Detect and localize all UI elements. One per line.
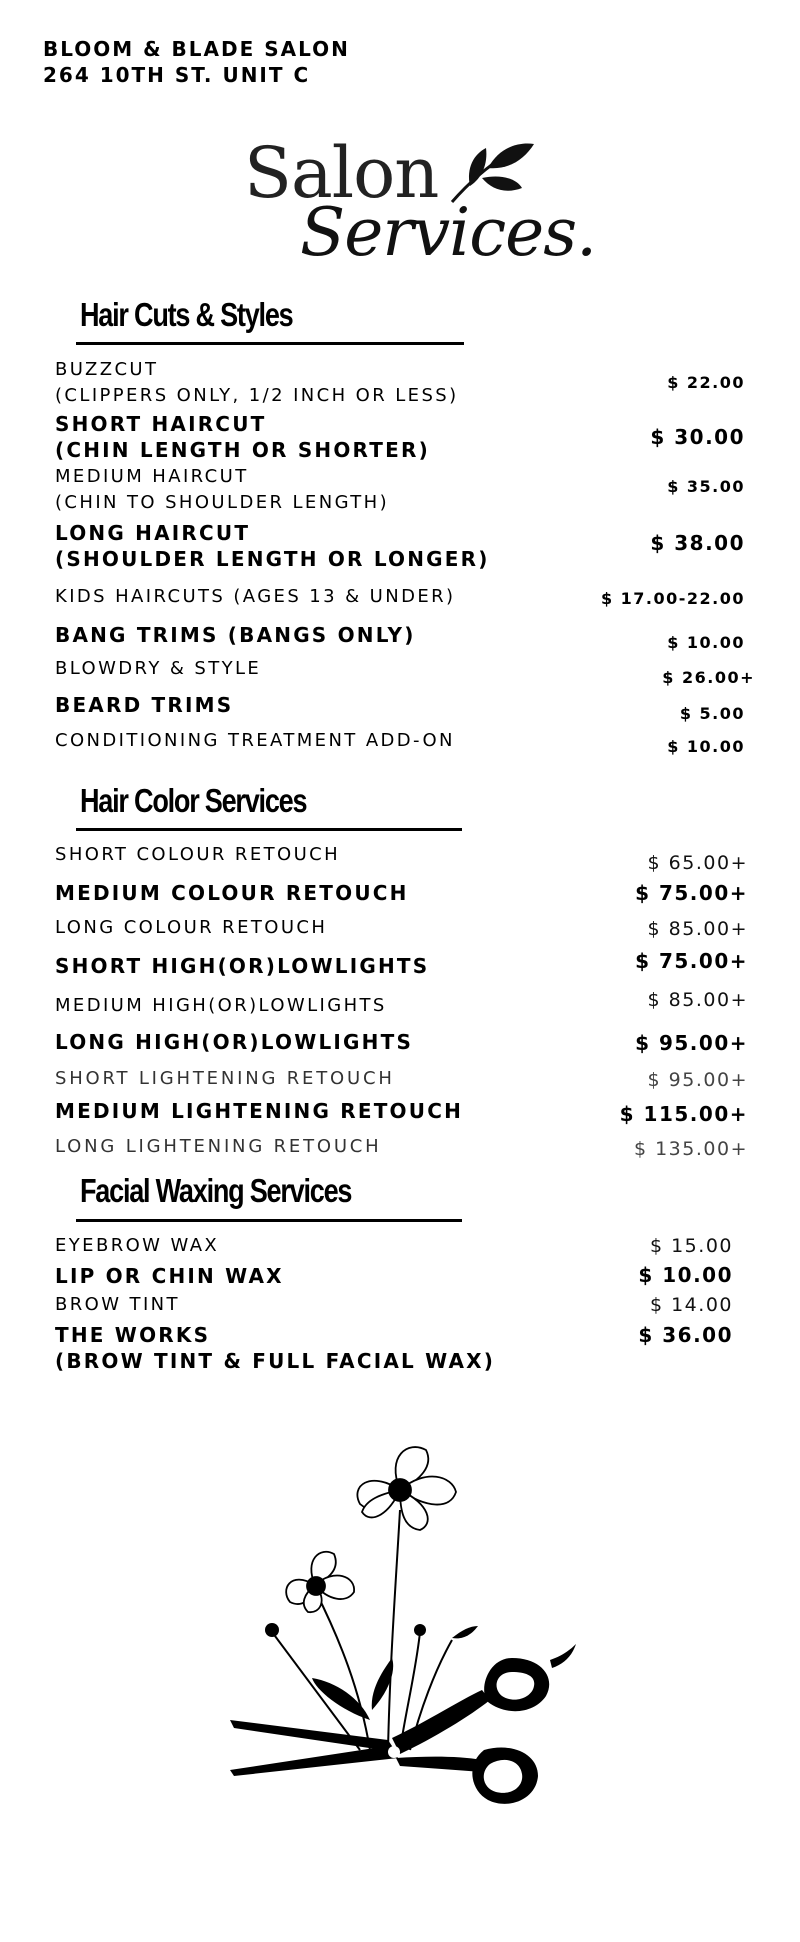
service-name: LONG HIGH(OR)LOWLIGHTS [55,1030,414,1054]
section-heading-waxing: Facial Waxing Services [80,1172,352,1209]
service-price: $ 10.00 [638,1263,733,1287]
section-rule-cuts [76,342,464,345]
scissors-icon [230,1644,576,1804]
service-name: BEARD TRIMS [55,693,234,717]
left-flower [286,1552,354,1612]
title-services: Services. [300,194,597,271]
section-rule-waxing [76,1219,462,1222]
service-price: $ 26.00+ [662,668,755,687]
service-price: $ 10.00 [667,737,745,756]
service-name: LIP OR CHIN WAX [55,1264,284,1288]
service-name: MEDIUM LIGHTENING RETOUCH [55,1099,464,1123]
section-heading-cuts: Hair Cuts & Styles [80,296,293,333]
service-price: $ 22.00 [667,373,745,392]
service-price: $ 85.00+ [647,918,748,940]
section-rule-color [76,828,462,831]
service-price: $ 17.00-22.00 [600,589,745,608]
service-price: $ 35.00 [667,477,745,496]
service-name: EYEBROW WAX [55,1235,220,1256]
flowers-and-scissors-illustration [220,1420,580,1840]
service-note: (BROW TINT & FULL FACIAL WAX) [55,1349,496,1373]
service-name: SHORT HAIRCUT [55,412,267,436]
service-price: $ 75.00+ [635,881,748,905]
service-price: $ 14.00 [649,1294,733,1316]
top-flower [357,1447,456,1530]
service-name: BROW TINT [55,1294,180,1315]
service-name: SHORT COLOUR RETOUCH [55,844,341,865]
service-name: KIDS HAIRCUTS (AGES 13 & UNDER) [55,586,456,607]
service-name: LONG LIGHTENING RETOUCH [55,1136,382,1157]
service-price: $ 36.00 [638,1323,733,1347]
service-name: CONDITIONING TREATMENT ADD-ON [55,730,455,751]
service-price: $ 95.00+ [647,1069,748,1091]
service-name: BUZZCUT [55,359,159,380]
service-note: (CLIPPERS ONLY, 1/2 INCH OR LESS) [55,385,459,406]
section-heading-color: Hair Color Services [80,782,307,819]
service-price: $ 38.00 [650,531,745,555]
service-name: MEDIUM HAIRCUT [55,466,249,487]
service-name: LONG HAIRCUT [55,521,251,545]
service-note: (CHIN TO SHOULDER LENGTH) [55,492,390,513]
service-price: $ 15.00 [649,1235,733,1257]
service-price: $ 5.00 [679,704,745,723]
salon-name: BLOOM & BLADE SALON [43,37,350,61]
service-note: (SHOULDER LENGTH OR LONGER) [55,547,490,571]
service-price: $ 75.00+ [635,949,748,973]
service-note: (CHIN LENGTH OR SHORTER) [55,438,430,462]
service-name: LONG COLOUR RETOUCH [55,917,328,938]
service-name: MEDIUM COLOUR RETOUCH [55,881,409,905]
service-price: $ 30.00 [650,425,745,449]
service-price: $ 65.00+ [647,852,748,874]
service-name: SHORT LIGHTENING RETOUCH [55,1068,395,1089]
service-price: $ 95.00+ [635,1031,748,1055]
service-price: $ 135.00+ [633,1138,748,1160]
salon-address: 264 10TH ST. UNIT C [43,63,311,87]
title-salon: Salon [244,132,439,214]
service-name: MEDIUM HIGH(OR)LOWLIGHTS [55,995,387,1016]
service-price: $ 85.00+ [647,989,748,1011]
service-price: $ 115.00+ [619,1102,748,1126]
service-name: BLOWDRY & STYLE [55,658,262,679]
service-name: BANG TRIMS (BANGS ONLY) [55,623,416,647]
service-name: THE WORKS [55,1323,211,1347]
service-price: $ 10.00 [667,633,745,652]
service-name: SHORT HIGH(OR)LOWLIGHTS [55,954,430,978]
